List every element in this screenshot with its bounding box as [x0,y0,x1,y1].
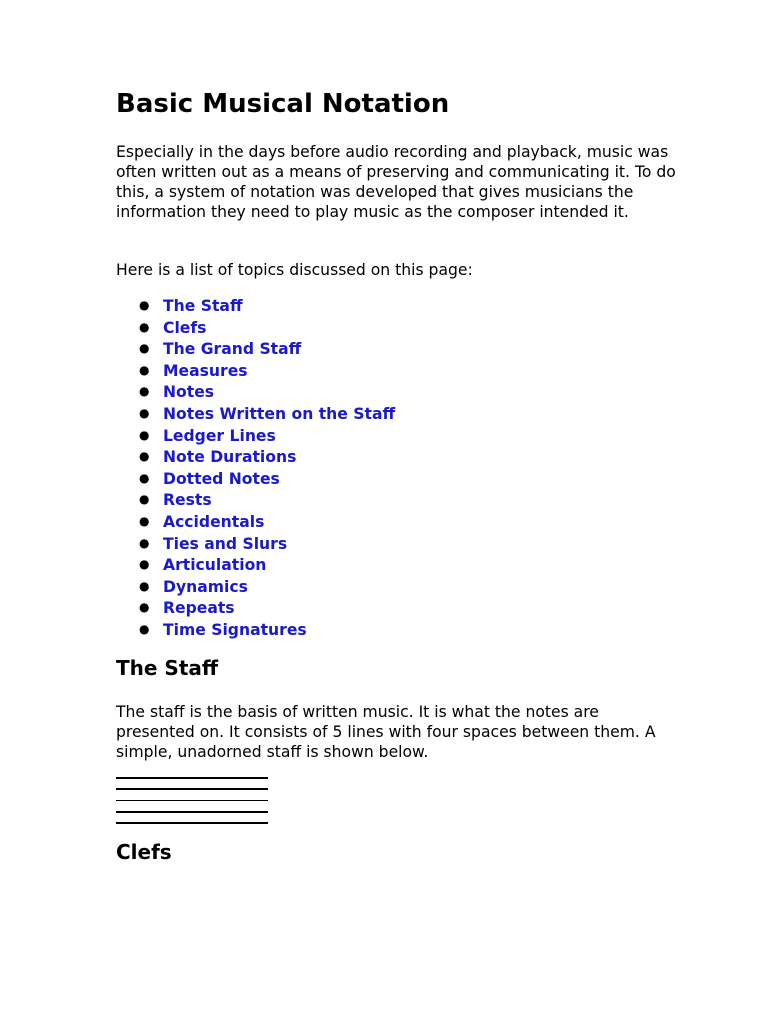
list-item [116,468,395,490]
staff-line [116,811,268,813]
list-item [116,425,395,447]
topic-link-notes[interactable]: Notes [163,383,215,402]
bullet-icon: ● [139,557,150,572]
staff-line [116,822,268,824]
list-item [116,295,395,317]
intro-paragraph: Especially in the days before audio recording and playback, music was often written out as a means of preserving and communicating it. To do this, a system of notation was developed that gives musicians the information they need to play music as the composer intended it. [116,143,676,221]
bullet-icon: ● [139,405,150,420]
topic-link-repeats[interactable]: Repeats [163,599,235,618]
list-item [116,576,395,598]
bullet-icon: ● [139,449,150,464]
list-item [116,533,395,555]
staff-line [116,788,268,790]
topic-link-note-durations[interactable]: Note Durations [163,448,297,467]
list-item [116,317,395,339]
topics-intro-text: Here is a list of topics discussed on this page: [116,261,473,279]
bullet-icon: ● [139,341,150,356]
list-item [116,597,395,619]
bullet-icon: ● [139,384,150,399]
topic-link-time-signatures[interactable]: Time Signatures [163,620,307,639]
topic-link-grand-staff[interactable]: The Grand Staff [163,340,302,359]
bullet-icon: ● [139,492,150,507]
list-item [116,554,395,576]
topic-link-the-staff[interactable]: The Staff [163,297,243,315]
list-item [116,619,395,641]
topic-link-dotted-notes[interactable]: Dotted Notes [163,469,280,488]
bullet-icon: ● [139,470,150,485]
section-heading-clefs: Clefs [116,840,172,864]
staff-line [116,800,268,802]
staff-illustration [116,776,268,826]
topic-link-accidentals[interactable]: Accidentals [163,512,265,531]
topic-link-articulation[interactable]: Articulation [163,556,267,575]
list-item [116,381,395,403]
list-item [116,360,395,382]
topic-link-measures[interactable]: Measures [163,361,248,380]
topic-link-dynamics[interactable]: Dynamics [163,577,248,596]
list-item [116,403,395,425]
section-heading-staff: The Staff [116,656,219,680]
page-title: Basic Musical Notation [116,89,450,119]
topic-link-ledger-lines[interactable]: Ledger Lines [163,426,276,445]
list-item [116,338,395,360]
bullet-icon: ● [139,319,150,334]
list-item [116,446,395,468]
topic-link-clefs[interactable]: Clefs [163,318,207,337]
staff-paragraph: The staff is the basis of written music. It is what the notes are presented on. It consists of 5 lines with four spaces between them. A simple, unadorned staff is shown below. [116,703,656,761]
bullet-icon: ● [139,578,150,593]
list-item [116,511,395,533]
list-item [116,489,395,511]
topics-list [116,295,395,641]
bullet-icon: ● [139,298,150,312]
staff-line [116,777,268,779]
bullet-icon: ● [139,600,150,615]
bullet-icon: ● [139,513,150,528]
bullet-icon: ● [139,535,150,550]
topic-link-rests[interactable]: Rests [163,491,212,510]
topic-link-notes-on-staff[interactable]: Notes Written on the Staff [163,404,396,423]
bullet-icon: ● [139,362,150,377]
bullet-icon: ● [139,621,150,636]
topic-link-ties-and-slurs[interactable]: Ties and Slurs [163,534,288,553]
bullet-icon: ● [139,427,150,442]
